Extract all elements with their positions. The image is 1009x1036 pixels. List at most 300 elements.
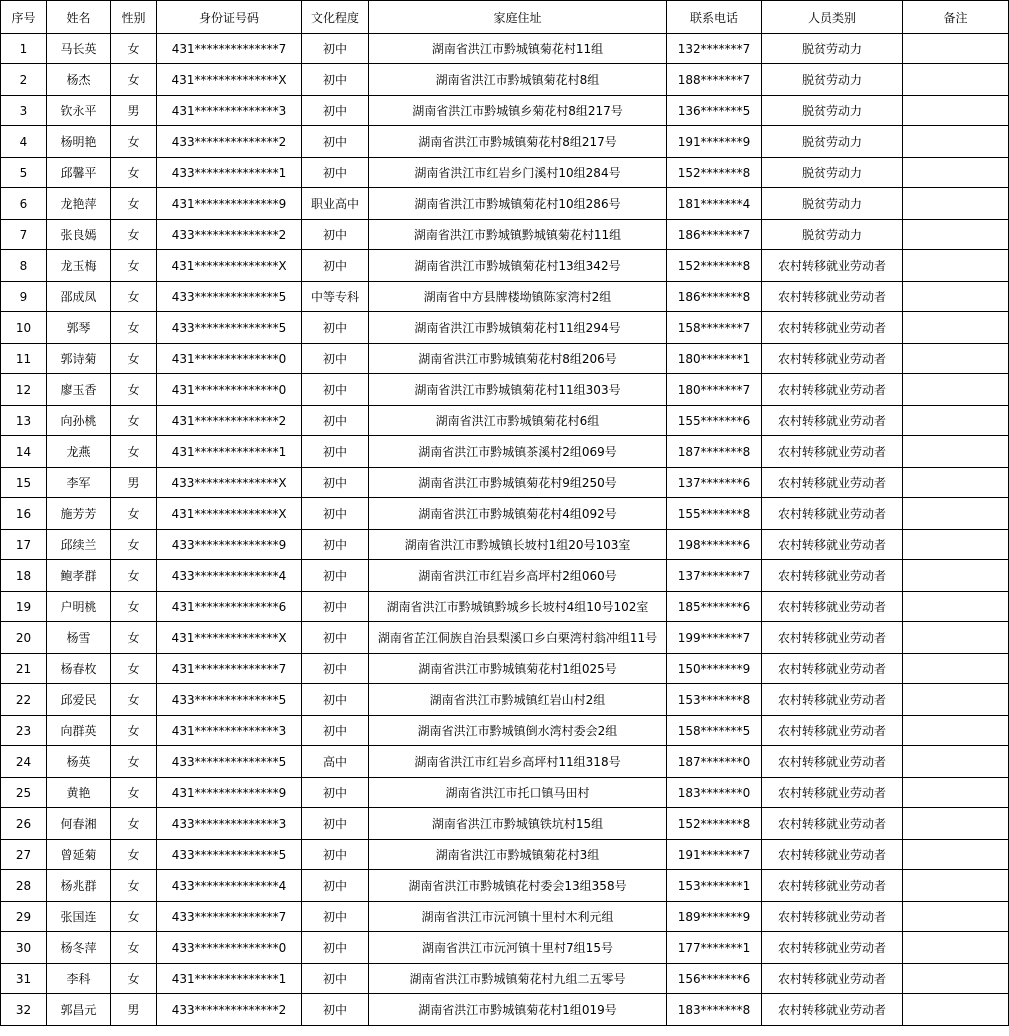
table-row: [1, 808, 1009, 840]
cell-education: 初中: [302, 158, 369, 188]
cell-serial-number: 29: [1, 902, 47, 932]
cell-remarks: [903, 96, 1009, 126]
cell-id-number: 431**************X: [157, 622, 302, 654]
cell-id-number: 431**************7: [157, 34, 302, 64]
cell-remarks: [903, 406, 1009, 436]
cell-name: 向孙桃: [47, 406, 111, 436]
cell-remarks: [903, 778, 1009, 808]
cell-education: 初中: [302, 778, 369, 808]
cell-phone: 191*******9: [667, 126, 762, 158]
cell-remarks: [903, 344, 1009, 374]
cell-gender: 男: [111, 96, 157, 126]
cell-remarks: [903, 870, 1009, 902]
cell-category: 农村转移就业劳动者: [762, 374, 903, 406]
cell-phone: 180*******1: [667, 344, 762, 374]
cell-id-number: 431**************X: [157, 64, 302, 96]
table-row: [1, 220, 1009, 250]
cell-id-number: 433**************9: [157, 530, 302, 560]
cell-serial-number: 13: [1, 406, 47, 436]
cell-category: 农村转移就业劳动者: [762, 468, 903, 498]
cell-gender: 女: [111, 406, 157, 436]
cell-id-number: 433**************4: [157, 560, 302, 592]
table-row: [1, 250, 1009, 282]
table-row: [1, 592, 1009, 622]
cell-id-number: 431**************1: [157, 964, 302, 994]
cell-serial-number: 28: [1, 870, 47, 902]
cell-serial-number: 32: [1, 994, 47, 1026]
cell-phone: 136*******5: [667, 96, 762, 126]
cell-education: 高中: [302, 746, 369, 778]
cell-phone: 158*******5: [667, 716, 762, 746]
table-row: [1, 158, 1009, 188]
cell-id-number: 431**************0: [157, 374, 302, 406]
cell-address: 湖南省洪江市黔城镇菊花村8组217号: [369, 126, 667, 158]
cell-address: 湖南省洪江市黔城镇黔城镇菊花村11组: [369, 220, 667, 250]
cell-address: 湖南省洪江市沅河镇十里村木利元组: [369, 902, 667, 932]
cell-category: 农村转移就业劳动者: [762, 964, 903, 994]
cell-gender: 男: [111, 468, 157, 498]
cell-phone: 188*******7: [667, 64, 762, 96]
cell-address: 湖南省洪江市黔城镇菊花村1组019号: [369, 994, 667, 1026]
cell-address: 湖南省洪江市黔城镇菊花村9组250号: [369, 468, 667, 498]
table-row: [1, 344, 1009, 374]
cell-gender: 女: [111, 282, 157, 312]
cell-category: 农村转移就业劳动者: [762, 312, 903, 344]
table-row: [1, 498, 1009, 530]
cell-category: 农村转移就业劳动者: [762, 344, 903, 374]
cell-gender: 女: [111, 870, 157, 902]
cell-education: 初中: [302, 592, 369, 622]
cell-remarks: [903, 158, 1009, 188]
cell-remarks: [903, 840, 1009, 870]
cell-education: 初中: [302, 374, 369, 406]
cell-gender: 女: [111, 964, 157, 994]
cell-address: 湖南省洪江市黔城镇菊花村10组286号: [369, 188, 667, 220]
cell-address: 湖南省中方县牌楼坳镇陈家湾村2组: [369, 282, 667, 312]
cell-id-number: 431**************X: [157, 498, 302, 530]
cell-serial-number: 2: [1, 64, 47, 96]
cell-serial-number: 9: [1, 282, 47, 312]
cell-education: 初中: [302, 126, 369, 158]
cell-name: 郭昌元: [47, 994, 111, 1026]
cell-serial-number: 31: [1, 964, 47, 994]
cell-id-number: 433**************5: [157, 684, 302, 716]
header-category: 人员类别: [762, 1, 903, 34]
cell-category: 农村转移就业劳动者: [762, 282, 903, 312]
cell-id-number: 431**************0: [157, 344, 302, 374]
cell-category: 脱贫劳动力: [762, 64, 903, 96]
cell-phone: 156*******6: [667, 964, 762, 994]
cell-serial-number: 19: [1, 592, 47, 622]
cell-phone: 180*******7: [667, 374, 762, 406]
table-row: [1, 126, 1009, 158]
table-row: [1, 716, 1009, 746]
cell-serial-number: 5: [1, 158, 47, 188]
cell-gender: 女: [111, 126, 157, 158]
cell-name: 何春湘: [47, 808, 111, 840]
cell-category: 农村转移就业劳动者: [762, 778, 903, 808]
cell-education: 初中: [302, 468, 369, 498]
table-row: [1, 64, 1009, 96]
cell-category: 脱贫劳动力: [762, 158, 903, 188]
cell-gender: 女: [111, 250, 157, 282]
cell-phone: 189*******9: [667, 902, 762, 932]
cell-category: 脱贫劳动力: [762, 188, 903, 220]
table-row: [1, 870, 1009, 902]
cell-name: 杨兆群: [47, 870, 111, 902]
cell-education: 初中: [302, 436, 369, 468]
header-gender: 性别: [111, 1, 157, 34]
cell-category: 农村转移就业劳动者: [762, 870, 903, 902]
cell-category: 农村转移就业劳动者: [762, 654, 903, 684]
table-row: [1, 406, 1009, 436]
cell-category: 农村转移就业劳动者: [762, 622, 903, 654]
cell-name: 马长英: [47, 34, 111, 64]
cell-serial-number: 16: [1, 498, 47, 530]
cell-category: 脱贫劳动力: [762, 34, 903, 64]
cell-phone: 186*******8: [667, 282, 762, 312]
cell-education: 初中: [302, 684, 369, 716]
cell-phone: 187*******8: [667, 436, 762, 468]
cell-address: 湖南省洪江市黔城镇菊花村13组342号: [369, 250, 667, 282]
cell-name: 张国连: [47, 902, 111, 932]
cell-id-number: 431**************1: [157, 436, 302, 468]
cell-education: 初中: [302, 840, 369, 870]
cell-education: 初中: [302, 870, 369, 902]
cell-gender: 女: [111, 808, 157, 840]
cell-gender: 女: [111, 932, 157, 964]
table-row: [1, 468, 1009, 498]
cell-address: 湖南省洪江市黔城镇菊花村1组025号: [369, 654, 667, 684]
cell-id-number: 431**************6: [157, 592, 302, 622]
cell-gender: 女: [111, 498, 157, 530]
cell-id-number: 431**************9: [157, 778, 302, 808]
cell-id-number: 433**************X: [157, 468, 302, 498]
cell-address: 湖南省洪江市黔城镇菊花村九组二五零号: [369, 964, 667, 994]
cell-address: 湖南省洪江市红岩乡高坪村2组060号: [369, 560, 667, 592]
cell-remarks: [903, 684, 1009, 716]
table-row: [1, 312, 1009, 344]
cell-remarks: [903, 282, 1009, 312]
cell-education: 初中: [302, 344, 369, 374]
cell-education: 初中: [302, 808, 369, 840]
cell-remarks: [903, 312, 1009, 344]
cell-remarks: [903, 126, 1009, 158]
cell-education: 初中: [302, 622, 369, 654]
table-row: [1, 964, 1009, 994]
cell-category: 农村转移就业劳动者: [762, 592, 903, 622]
cell-remarks: [903, 716, 1009, 746]
cell-gender: 女: [111, 560, 157, 592]
table-row: [1, 746, 1009, 778]
cell-address: 湖南省洪江市黔城镇菊花村11组: [369, 34, 667, 64]
cell-serial-number: 21: [1, 654, 47, 684]
cell-category: 农村转移就业劳动者: [762, 684, 903, 716]
cell-name: 黄艳: [47, 778, 111, 808]
table-row: [1, 778, 1009, 808]
header-education: 文化程度: [302, 1, 369, 34]
cell-category: 脱贫劳动力: [762, 126, 903, 158]
cell-id-number: 433**************4: [157, 870, 302, 902]
cell-serial-number: 26: [1, 808, 47, 840]
cell-category: 农村转移就业劳动者: [762, 994, 903, 1026]
cell-gender: 女: [111, 188, 157, 220]
table-row: [1, 932, 1009, 964]
cell-gender: 女: [111, 902, 157, 932]
cell-remarks: [903, 468, 1009, 498]
cell-name: 杨雪: [47, 622, 111, 654]
cell-serial-number: 22: [1, 684, 47, 716]
cell-education: 职业高中: [302, 188, 369, 220]
table-row: [1, 34, 1009, 64]
cell-name: 郭诗菊: [47, 344, 111, 374]
cell-serial-number: 8: [1, 250, 47, 282]
cell-serial-number: 17: [1, 530, 47, 560]
cell-serial-number: 30: [1, 932, 47, 964]
cell-gender: 女: [111, 840, 157, 870]
cell-category: 脱贫劳动力: [762, 96, 903, 126]
cell-gender: 女: [111, 64, 157, 96]
table-row: [1, 684, 1009, 716]
table-header-row: [1, 1, 1009, 34]
cell-name: 张良嫣: [47, 220, 111, 250]
cell-category: 农村转移就业劳动者: [762, 560, 903, 592]
cell-name: 鲍孝群: [47, 560, 111, 592]
cell-phone: 177*******1: [667, 932, 762, 964]
cell-phone: 199*******7: [667, 622, 762, 654]
cell-name: 邱馨平: [47, 158, 111, 188]
cell-id-number: 433**************2: [157, 126, 302, 158]
header-name: 姓名: [47, 1, 111, 34]
cell-remarks: [903, 64, 1009, 96]
cell-remarks: [903, 994, 1009, 1026]
cell-gender: 女: [111, 622, 157, 654]
cell-phone: 198*******6: [667, 530, 762, 560]
table-row: [1, 622, 1009, 654]
cell-remarks: [903, 654, 1009, 684]
header-id-number: 身份证号码: [157, 1, 302, 34]
cell-phone: 155*******6: [667, 406, 762, 436]
cell-address: 湖南省洪江市黔城镇乡菊花村8组217号: [369, 96, 667, 126]
cell-category: 农村转移就业劳动者: [762, 406, 903, 436]
cell-education: 初中: [302, 716, 369, 746]
cell-phone: 181*******4: [667, 188, 762, 220]
table-row: [1, 436, 1009, 468]
cell-category: 农村转移就业劳动者: [762, 808, 903, 840]
cell-phone: 158*******7: [667, 312, 762, 344]
cell-education: 初中: [302, 932, 369, 964]
cell-address: 湖南省洪江市黔城镇黔城乡长坡村4组10号102室: [369, 592, 667, 622]
cell-id-number: 433**************2: [157, 994, 302, 1026]
cell-remarks: [903, 436, 1009, 468]
cell-name: 龙艳萍: [47, 188, 111, 220]
cell-phone: 155*******8: [667, 498, 762, 530]
cell-phone: 191*******7: [667, 840, 762, 870]
cell-id-number: 431**************2: [157, 406, 302, 436]
header-remarks: 备注: [903, 1, 1009, 34]
cell-serial-number: 3: [1, 96, 47, 126]
cell-phone: 152*******8: [667, 158, 762, 188]
cell-serial-number: 15: [1, 468, 47, 498]
cell-remarks: [903, 188, 1009, 220]
cell-category: 农村转移就业劳动者: [762, 840, 903, 870]
cell-phone: 183*******8: [667, 994, 762, 1026]
cell-name: 廖玉香: [47, 374, 111, 406]
cell-education: 初中: [302, 530, 369, 560]
table-body: [1, 34, 1009, 1026]
cell-phone: 186*******7: [667, 220, 762, 250]
cell-name: 向群英: [47, 716, 111, 746]
cell-serial-number: 7: [1, 220, 47, 250]
cell-gender: 女: [111, 374, 157, 406]
cell-id-number: 431**************X: [157, 250, 302, 282]
cell-education: 初中: [302, 994, 369, 1026]
cell-education: 初中: [302, 560, 369, 592]
cell-address: 湖南省洪江市黔城镇红岩山村2组: [369, 684, 667, 716]
cell-phone: 152*******8: [667, 808, 762, 840]
header-phone: 联系电话: [667, 1, 762, 34]
cell-name: 杨杰: [47, 64, 111, 96]
cell-remarks: [903, 250, 1009, 282]
cell-id-number: 433**************2: [157, 220, 302, 250]
cell-address: 湖南省洪江市黔城镇菊花村4组092号: [369, 498, 667, 530]
cell-phone: 183*******0: [667, 778, 762, 808]
cell-education: 初中: [302, 64, 369, 96]
cell-category: 农村转移就业劳动者: [762, 932, 903, 964]
cell-gender: 女: [111, 530, 157, 560]
cell-id-number: 431**************7: [157, 654, 302, 684]
cell-category: 农村转移就业劳动者: [762, 498, 903, 530]
cell-phone: 132*******7: [667, 34, 762, 64]
cell-remarks: [903, 902, 1009, 932]
cell-name: 邵成凤: [47, 282, 111, 312]
cell-remarks: [903, 560, 1009, 592]
cell-address: 湖南省洪江市黔城镇倒水湾村委会2组: [369, 716, 667, 746]
cell-gender: 女: [111, 220, 157, 250]
cell-phone: 153*******1: [667, 870, 762, 902]
cell-name: 杨明艳: [47, 126, 111, 158]
cell-gender: 女: [111, 684, 157, 716]
cell-category: 脱贫劳动力: [762, 220, 903, 250]
header-serial-number: 序号: [1, 1, 47, 34]
cell-name: 郭琴: [47, 312, 111, 344]
cell-remarks: [903, 34, 1009, 64]
cell-name: 龙燕: [47, 436, 111, 468]
cell-serial-number: 20: [1, 622, 47, 654]
cell-id-number: 433**************7: [157, 902, 302, 932]
cell-address: 湖南省洪江市黔城镇茶溪村2组069号: [369, 436, 667, 468]
table-row: [1, 530, 1009, 560]
cell-category: 农村转移就业劳动者: [762, 902, 903, 932]
cell-address: 湖南省洪江市红岩乡高坪村11组318号: [369, 746, 667, 778]
header-address: 家庭住址: [369, 1, 667, 34]
cell-name: 李军: [47, 468, 111, 498]
cell-phone: 185*******6: [667, 592, 762, 622]
cell-address: 湖南省洪江市黔城镇菊花村11组294号: [369, 312, 667, 344]
cell-category: 农村转移就业劳动者: [762, 250, 903, 282]
cell-gender: 女: [111, 654, 157, 684]
cell-address: 湖南省洪江市黔城镇菊花村11组303号: [369, 374, 667, 406]
cell-serial-number: 24: [1, 746, 47, 778]
cell-name: 杨英: [47, 746, 111, 778]
cell-phone: 152*******8: [667, 250, 762, 282]
table-row: [1, 994, 1009, 1026]
cell-gender: 女: [111, 436, 157, 468]
cell-serial-number: 12: [1, 374, 47, 406]
cell-education: 初中: [302, 964, 369, 994]
cell-education: 初中: [302, 250, 369, 282]
cell-gender: 女: [111, 716, 157, 746]
cell-phone: 137*******6: [667, 468, 762, 498]
cell-name: 邱续兰: [47, 530, 111, 560]
cell-id-number: 433**************5: [157, 312, 302, 344]
cell-serial-number: 1: [1, 34, 47, 64]
cell-phone: 153*******8: [667, 684, 762, 716]
cell-category: 农村转移就业劳动者: [762, 746, 903, 778]
cell-id-number: 433**************1: [157, 158, 302, 188]
cell-address: 湖南省洪江市黔城镇长坡村1组20号103室: [369, 530, 667, 560]
cell-id-number: 433**************0: [157, 932, 302, 964]
cell-address: 湖南省洪江市黔城镇菊花村8组206号: [369, 344, 667, 374]
cell-remarks: [903, 808, 1009, 840]
cell-address: 湖南省洪江市沅河镇十里村7组15号: [369, 932, 667, 964]
cell-phone: 137*******7: [667, 560, 762, 592]
cell-remarks: [903, 932, 1009, 964]
cell-id-number: 431**************3: [157, 716, 302, 746]
cell-education: 初中: [302, 406, 369, 436]
cell-address: 湖南省洪江市托口镇马田村: [369, 778, 667, 808]
cell-education: 初中: [302, 902, 369, 932]
cell-name: 钦永平: [47, 96, 111, 126]
cell-id-number: 433**************5: [157, 282, 302, 312]
cell-remarks: [903, 592, 1009, 622]
cell-gender: 女: [111, 778, 157, 808]
cell-gender: 女: [111, 34, 157, 64]
cell-education: 初中: [302, 312, 369, 344]
cell-serial-number: 6: [1, 188, 47, 220]
cell-remarks: [903, 622, 1009, 654]
cell-gender: 女: [111, 746, 157, 778]
cell-id-number: 433**************3: [157, 808, 302, 840]
cell-serial-number: 4: [1, 126, 47, 158]
cell-serial-number: 25: [1, 778, 47, 808]
cell-address: 湖南省洪江市黔城镇菊花村8组: [369, 64, 667, 96]
cell-id-number: 433**************5: [157, 746, 302, 778]
cell-gender: 女: [111, 592, 157, 622]
cell-id-number: 431**************9: [157, 188, 302, 220]
cell-education: 初中: [302, 654, 369, 684]
cell-remarks: [903, 530, 1009, 560]
cell-id-number: 433**************5: [157, 840, 302, 870]
cell-phone: 187*******0: [667, 746, 762, 778]
cell-name: 邱爱民: [47, 684, 111, 716]
cell-education: 初中: [302, 498, 369, 530]
table-row: [1, 96, 1009, 126]
cell-education: 初中: [302, 220, 369, 250]
cell-gender: 女: [111, 158, 157, 188]
cell-address: 湖南省洪江市黔城镇菊花村6组: [369, 406, 667, 436]
cell-gender: 男: [111, 994, 157, 1026]
cell-gender: 女: [111, 312, 157, 344]
cell-remarks: [903, 964, 1009, 994]
table-row: [1, 902, 1009, 932]
cell-name: 杨春枚: [47, 654, 111, 684]
cell-name: 李科: [47, 964, 111, 994]
cell-serial-number: 10: [1, 312, 47, 344]
cell-remarks: [903, 498, 1009, 530]
cell-remarks: [903, 746, 1009, 778]
cell-serial-number: 23: [1, 716, 47, 746]
